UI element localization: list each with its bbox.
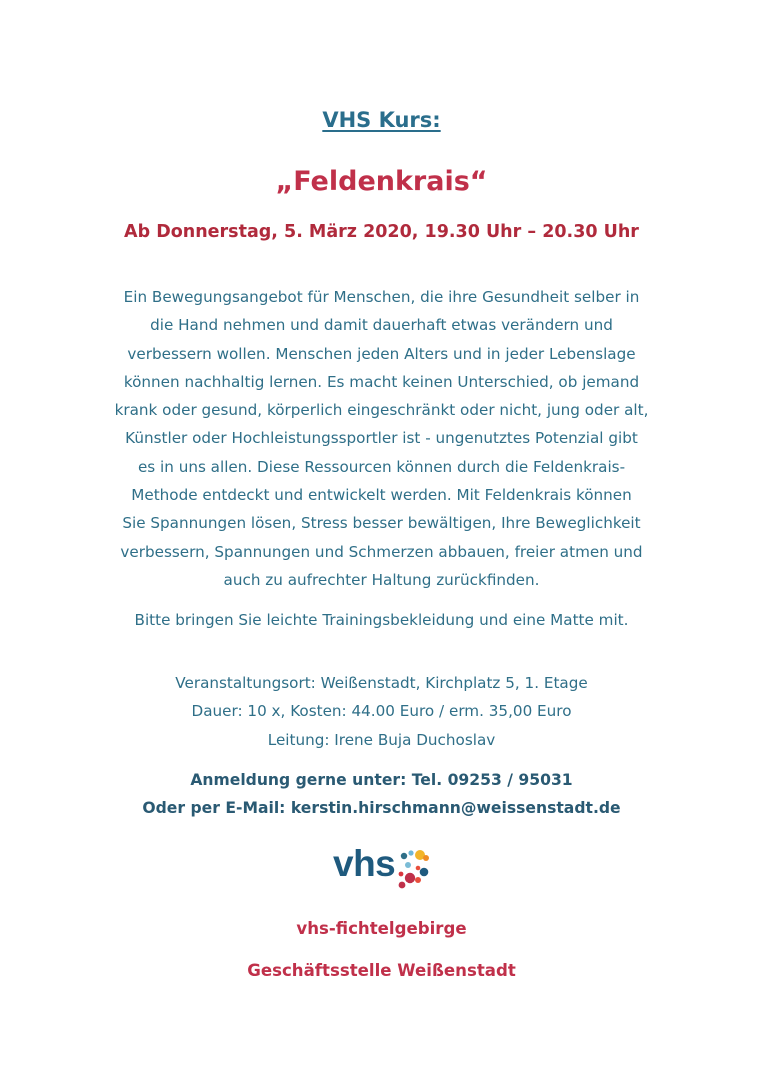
description-line: Ein Bewegungsangebot für Menschen, die ihre Gesundheit selber in (123, 288, 640, 306)
course-title: „Feldenkrais“ (275, 166, 488, 197)
course-date: Ab Donnerstag, 5. März 2020, 19.30 Uhr – 20.30 Uhr (124, 222, 639, 242)
phone-line: Anmeldung gerne unter: Tel. 09253 / 95031 (190, 771, 573, 789)
office-name: Geschäftsstelle Weißenstadt (247, 961, 516, 980)
description-line: es in uns allen. Diese Ressourcen können durch die Feldenkrais- (137, 457, 626, 476)
email-line: Oder per E-Mail: kerstin.hirschmann@weissenstadt.de (142, 799, 621, 818)
venue-line: Veranstaltungsort: Weißenstadt, Kirchplatz 5, 1. Etage (175, 674, 588, 692)
description-line: Künstler oder Hochleistungssportler ist - ungenutztes Potenzial gibt (125, 429, 638, 448)
registration-contact (0, 766, 763, 823)
description-line: krank oder gesund, körperlich eingeschränkt oder nicht, jung oder alt, (114, 401, 649, 420)
description-line: Methode entdeckt und entwickelt werden. Mit Feldenkrais können (131, 486, 632, 505)
org-name: vhs-fichtelgebirge (296, 919, 467, 938)
duration-cost-line: Dauer: 10 x, Kosten: 44.00 Euro / erm. 35,00 Euro (191, 702, 572, 721)
bring-note: Bitte bringen Sie leichte Trainingsbekleidung und eine Matte mit. (134, 611, 629, 629)
course-description (80, 283, 683, 594)
description-line: verbessern wollen. Menschen jeden Alters und in jeder Lebenslage (127, 344, 636, 363)
description-line: können nachhaltig lernen. Es macht keinen Unterschied, ob jemand (123, 372, 640, 391)
instructor-line: Leitung: Irene Buja Duchoslav (267, 730, 496, 749)
description-line: verbessern, Spannungen und Schmerzen abbauen, freier atmen und (120, 542, 643, 561)
vhs-dots-icon (396, 847, 440, 893)
vhs-logo (333, 843, 443, 893)
description-line: auch zu aufrechter Haltung zurückfinden. (223, 570, 540, 589)
description-line: die Hand nehmen und damit dauerhaft etwas verändern und (150, 316, 613, 335)
description-line: Sie Spannungen lösen, Stress besser bewältigen, Ihre Beweglichkeit (122, 514, 641, 533)
course-label: VHS Kurs: (322, 108, 441, 132)
course-info (0, 669, 763, 754)
vhs-logo-text: vhs (333, 843, 396, 884)
